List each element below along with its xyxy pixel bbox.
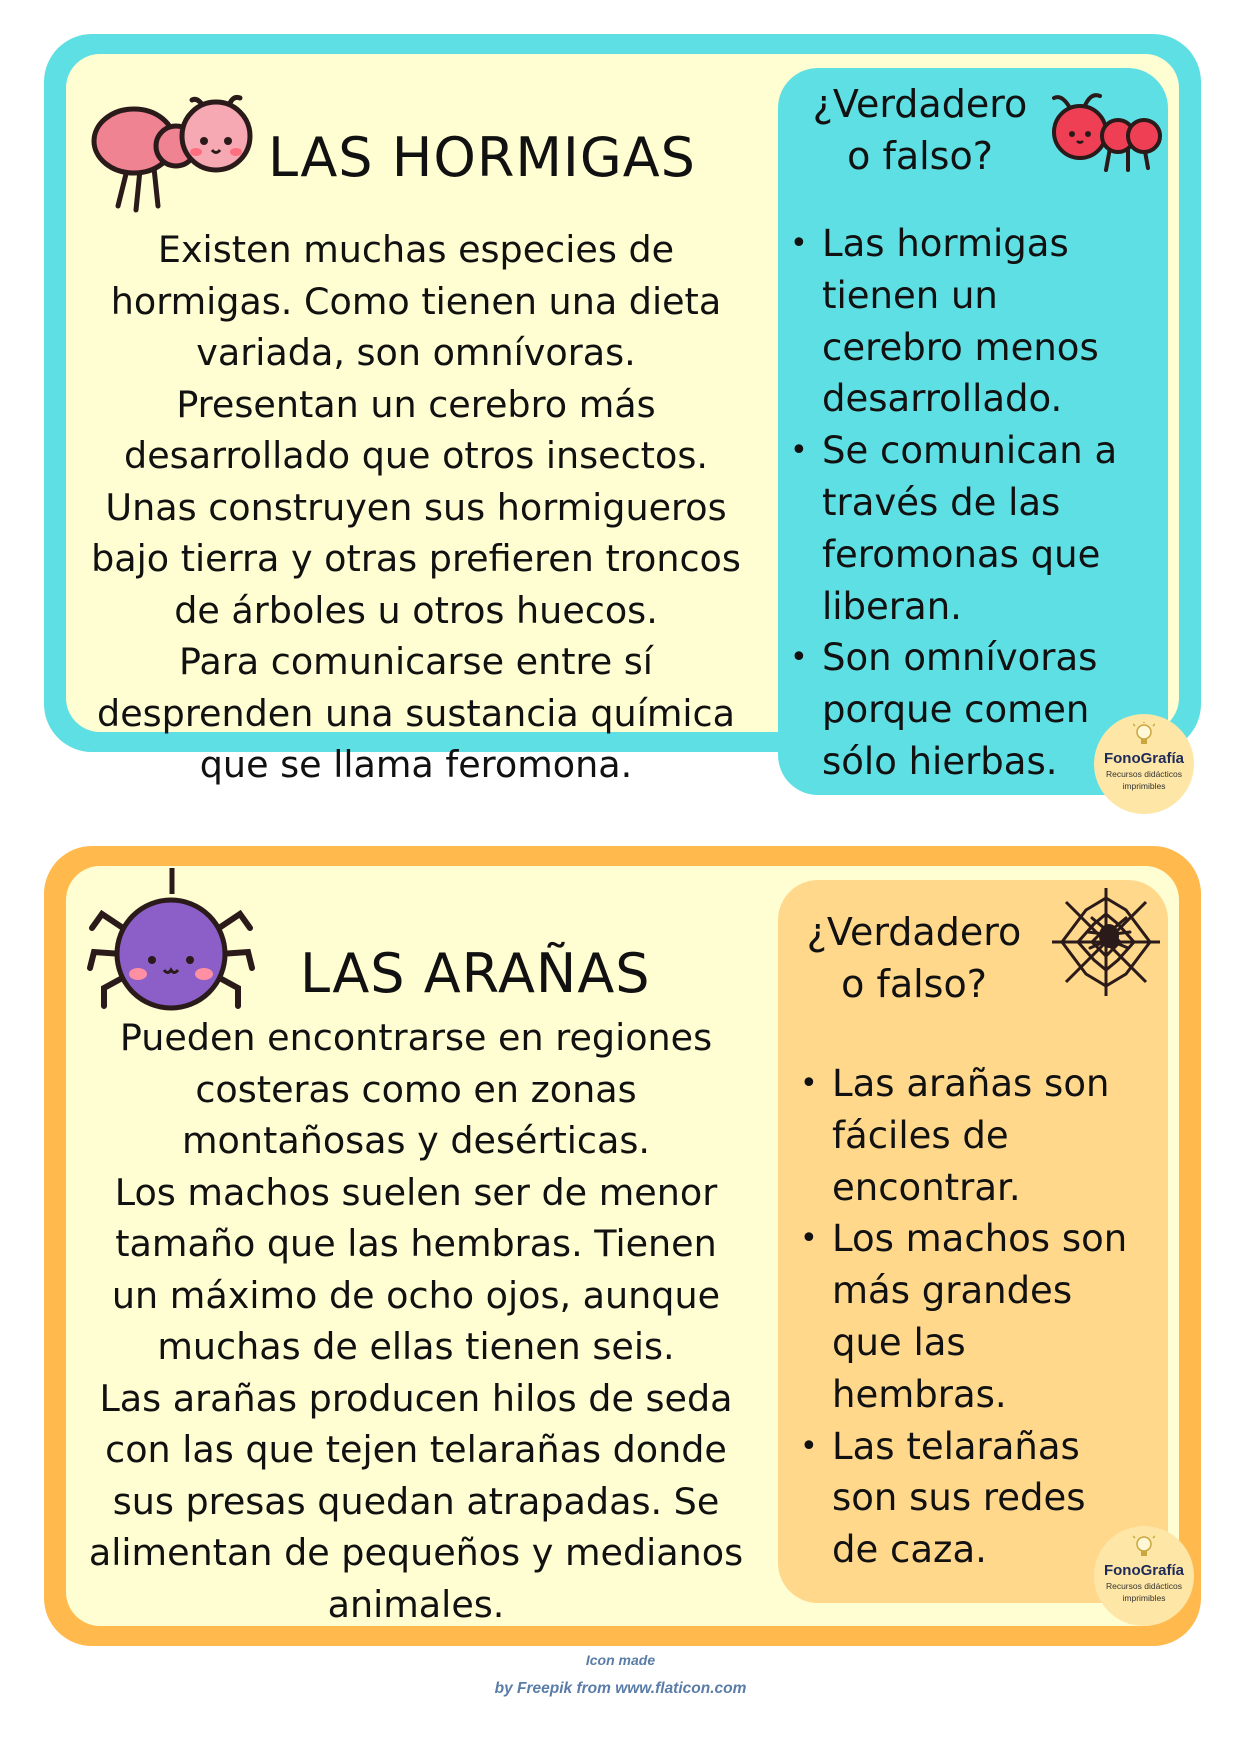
body-line: muchas de ellas tienen seis. [157,1325,675,1368]
body-line: Las arañas producen hilos de seda [99,1376,733,1420]
lightbulb-icon [1133,1534,1155,1560]
quiz-heading-line: ¿Verdadero [812,82,1028,126]
body-line: de árboles u otros huecos. [174,588,658,632]
fonografia-logo [1094,714,1194,814]
red-ant-icon [1040,90,1164,176]
statement-item: • Las telarañas son sus redes de caza. [796,1421,1166,1576]
quiz-heading-line: o falso? [847,134,993,178]
body-line: hormigas. Como tienen una dieta [110,279,722,323]
body-line: montañosas y desérticas. [182,1119,650,1162]
statement-item: • Los machos son más grandes que las hembras. [796,1213,1166,1420]
body-line: que se llama feromona. [199,743,633,786]
body-line: Existen muchas especies de [157,228,675,271]
lightbulb-icon [1133,722,1155,748]
statement-item: • Son omnívoras porque comen sólo hierbas. [786,632,1166,787]
body-line: alimentan de pequeños y medianos [88,1531,744,1574]
body-line: sus presas quedan atrapadas. Se [112,1479,720,1523]
quiz-heading-line: ¿Verdadero [806,910,1022,954]
body-line: Para comunicarse entre sí [179,640,653,683]
ant-quiz-heading [790,78,1050,182]
body-line: variada, son omnívoras. [196,331,636,374]
logo-subtitle: Recursos didácticos imprimibles [1105,1581,1183,1603]
quiz-heading-line: o falso? [841,962,987,1006]
body-line: un máximo de ocho ojos, aunque [111,1273,721,1317]
body-line: desarrollado que otros insectos. [124,434,708,477]
statement-item: • Las hormigas tienen un cerebro menos desarrollado. [786,218,1166,425]
body-line: Unas construyen sus hormigueros [105,485,727,529]
body-line: desprenden una sustancia química [97,691,735,735]
spider-quiz-heading [786,906,1042,1010]
ant-icon [88,86,256,216]
fonografia-logo [1094,1526,1194,1626]
icon-credit-line-2[interactable]: by Freepik from www.flaticon.com [494,1680,747,1697]
spider-web-icon [1048,884,1164,1000]
ant-title: LAS HORMIGAS [268,126,696,189]
body-line: Los machos suelen ser de menor [114,1170,718,1214]
spider-statements [796,1058,1166,1576]
spider-body-text [66,1012,766,1630]
logo-subtitle: Recursos didácticos imprimibles [1105,769,1183,791]
body-line: costeras como en zonas [195,1067,637,1111]
logo-name: FonoGrafía [1103,750,1184,767]
body-line: Presentan un cerebro más [176,382,656,426]
logo-name: FonoGrafía [1103,1562,1184,1579]
body-line: bajo tierra y otras prefieren troncos [91,537,741,580]
ant-body-text [66,224,766,791]
icon-credit-line-1: Icon made [585,1652,656,1668]
body-line: con las que tejen telarañas donde [105,1428,727,1471]
body-line: Pueden encontrarse en regiones [119,1016,713,1059]
statement-item: • Se comunican a través de las feromonas que liberan. [786,425,1166,632]
statement-item: • Las arañas son fáciles de encontrar. [796,1058,1166,1213]
spider-title: LAS ARAÑAS [300,942,651,1005]
ant-statements [786,218,1166,788]
spider-icon [86,868,256,1016]
body-line: tamaño que las hembras. Tienen [115,1222,717,1265]
body-line: animales. [327,1582,505,1626]
